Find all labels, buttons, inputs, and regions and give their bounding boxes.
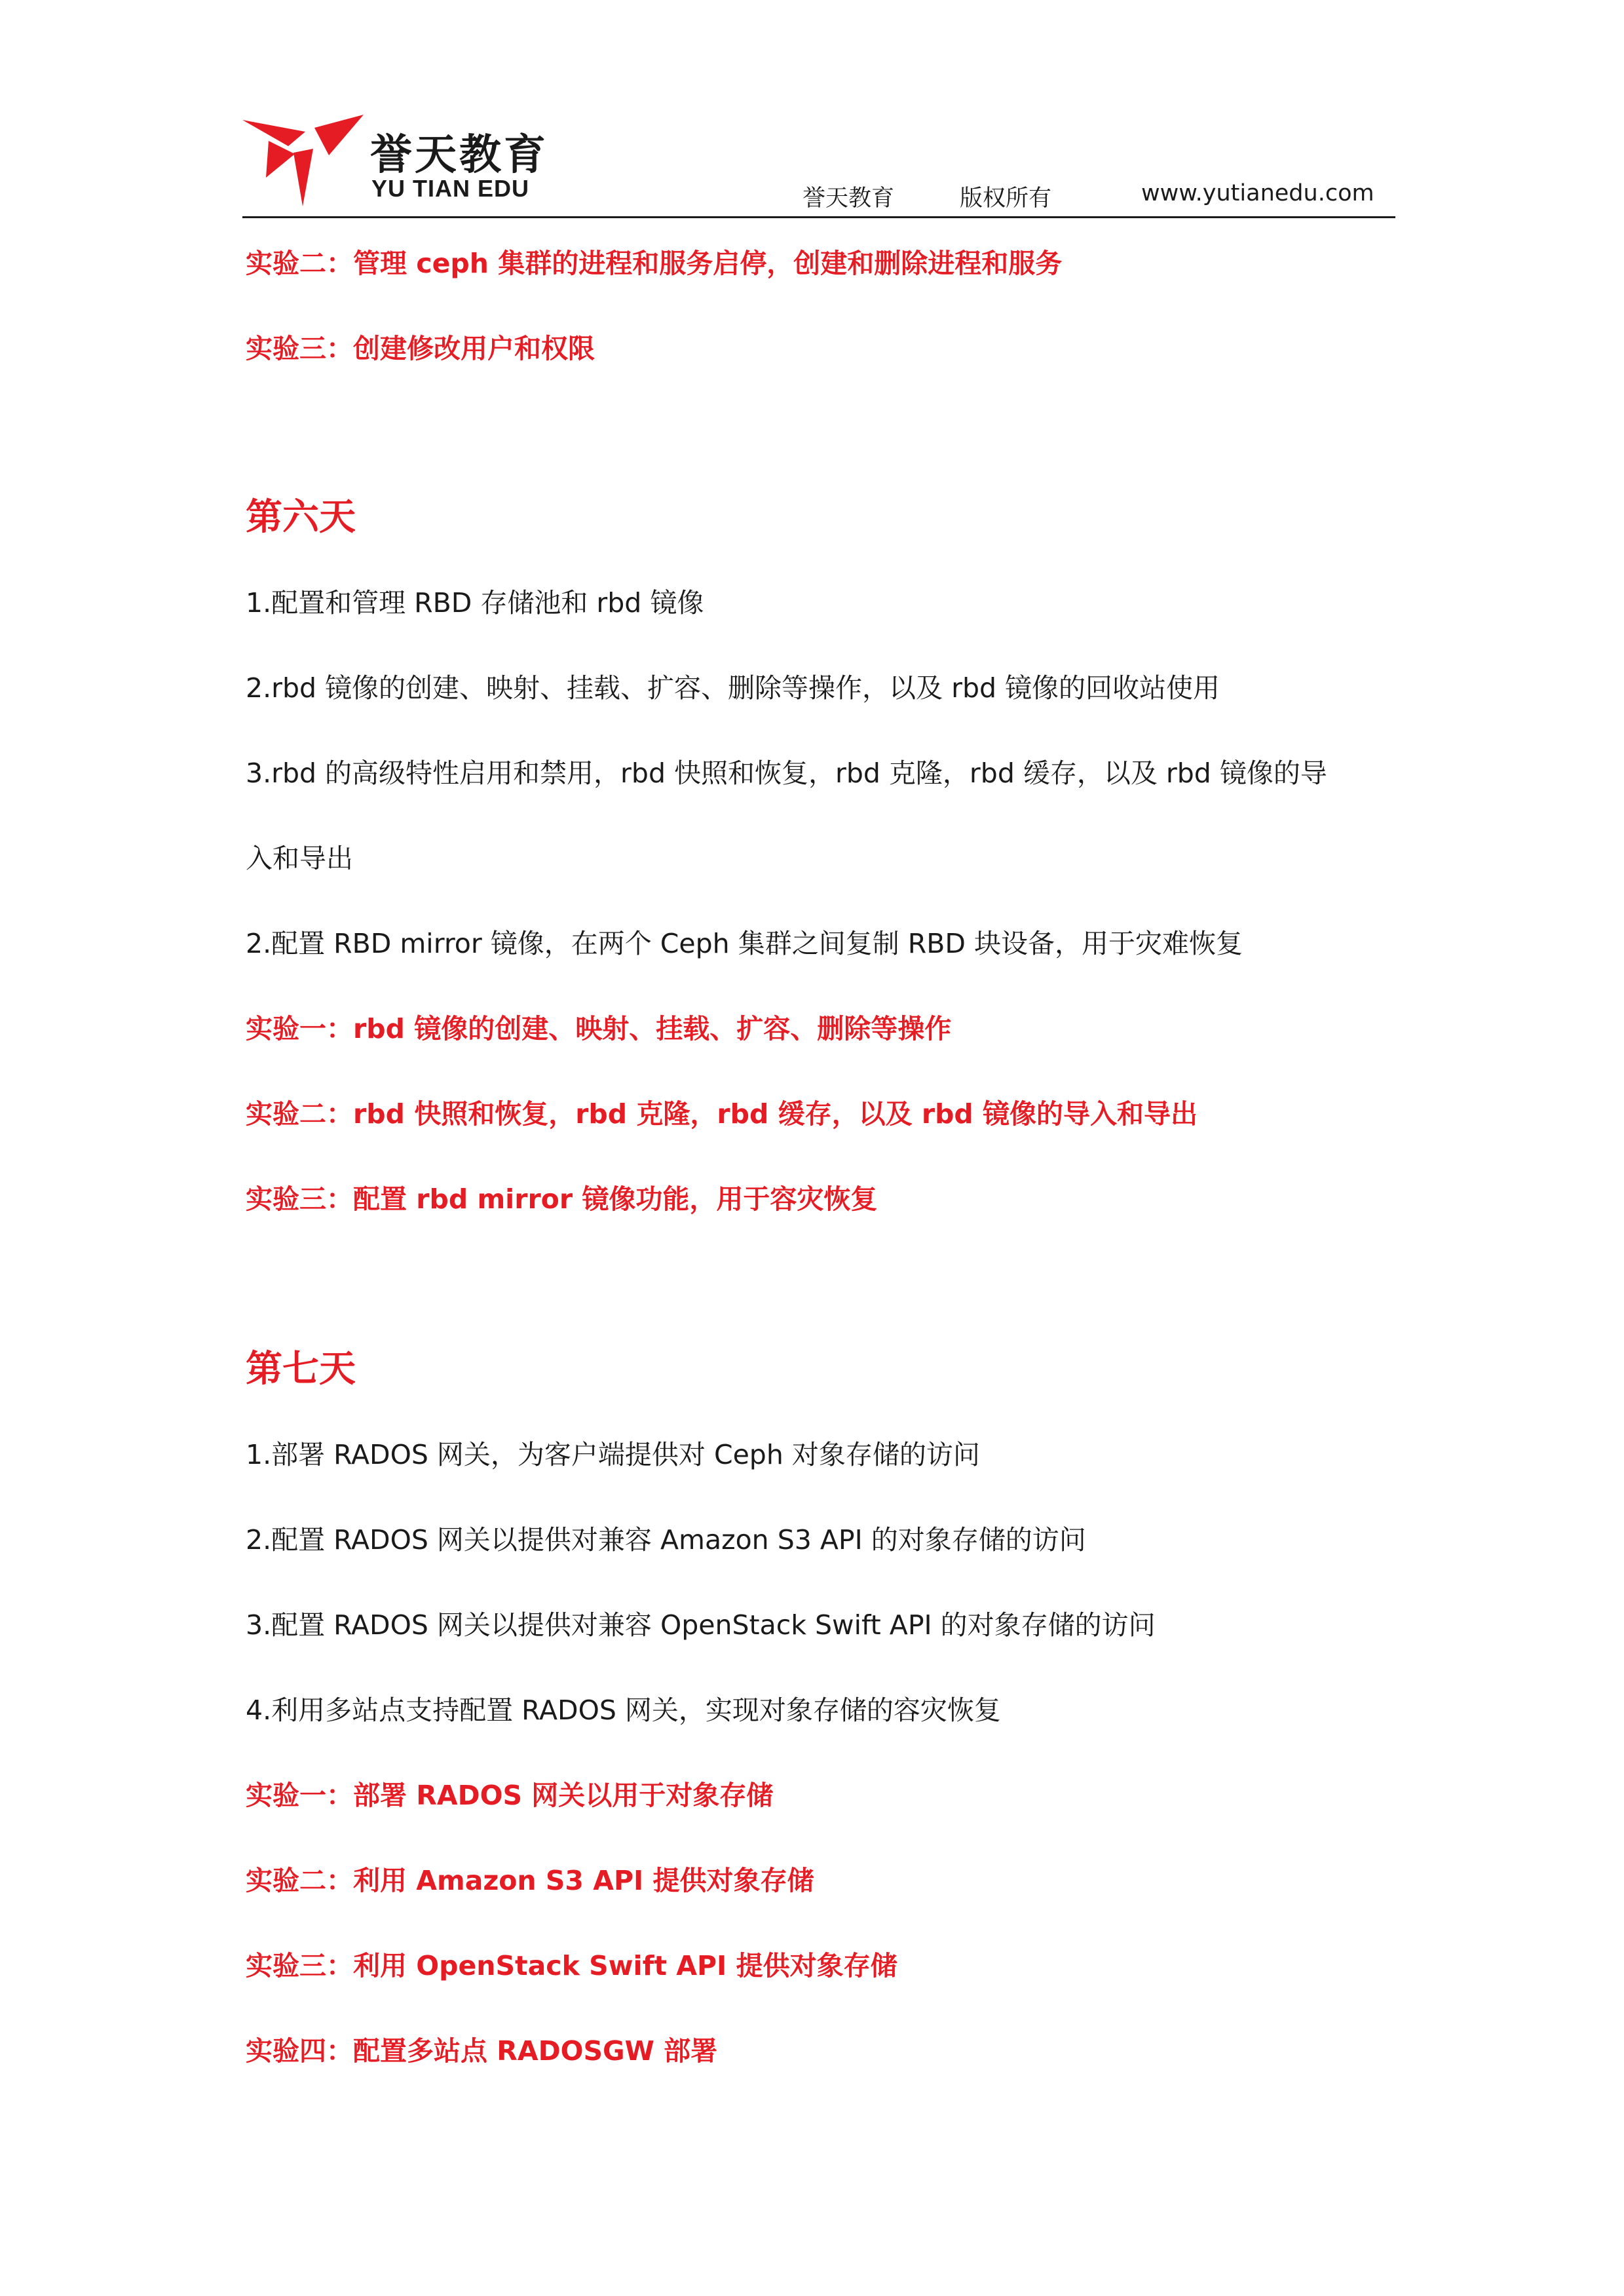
lab-title: 实验四：配置多站点 RADOSGW 部署 bbox=[246, 2035, 718, 2067]
lab-title: 实验一：部署 RADOS 网关以用于对象存储 bbox=[246, 1780, 774, 1811]
lab-title: 实验三：创建修改用户和权限 bbox=[246, 333, 595, 364]
header-company: 誉天教育 bbox=[803, 185, 895, 212]
list-item: 1.配置和管理 RBD 存储池和 rbd 镜像 bbox=[246, 587, 704, 619]
header-rights: 版权所有 bbox=[960, 185, 1052, 212]
list-item: 1.部署 RADOS 网关，为客户端提供对 Ceph 对象存储的访问 bbox=[246, 1439, 980, 1470]
day-heading: 第六天 bbox=[246, 496, 356, 539]
lab-title: 实验二：管理 ceph 集群的进程和服务启停，创建和删除进程和服务 bbox=[246, 248, 1063, 279]
list-item: 入和导出 bbox=[246, 843, 353, 874]
lab-title: 实验二：利用 Amazon S3 API 提供对象存储 bbox=[246, 1865, 814, 1896]
list-item: 3.rbd 的高级特性启用和禁用，rbd 快照和恢复，rbd 克隆，rbd 缓存，以及 rbd 镜像的导 bbox=[246, 757, 1327, 789]
logo-english-name: YU TIAN EDU bbox=[371, 175, 530, 202]
header-divider bbox=[242, 216, 1395, 218]
header-website-link[interactable]: www.yutianedu.com bbox=[1141, 180, 1374, 206]
lab-title: 实验二：rbd 快照和恢复，rbd 克隆，rbd 缓存，以及 rbd 镜像的导入和导出 bbox=[246, 1098, 1198, 1130]
logo-chinese-name: 誉天教育 bbox=[370, 131, 548, 180]
list-item: 2.配置 RBD mirror 镜像，在两个 Ceph 集群之间复制 RBD 块设备，用于灾难恢复 bbox=[246, 928, 1243, 959]
lab-title: 实验一：rbd 镜像的创建、映射、挂载、扩容、删除等操作 bbox=[246, 1013, 952, 1044]
lab-title: 实验三：配置 rbd mirror 镜像功能，用于容灾恢复 bbox=[246, 1183, 878, 1215]
list-item: 2.配置 RADOS 网关以提供对兼容 Amazon S3 API 的对象存储的访问 bbox=[246, 1524, 1086, 1556]
lab-title: 实验三：利用 OpenStack Swift API 提供对象存储 bbox=[246, 1950, 897, 1981]
page-header bbox=[242, 115, 1395, 220]
list-item: 4.利用多站点支持配置 RADOS 网关，实现对象存储的容灾恢复 bbox=[246, 1694, 1001, 1726]
list-item: 3.配置 RADOS 网关以提供对兼容 OpenStack Swift API 的对象存储的访问 bbox=[246, 1609, 1156, 1641]
list-item: 2.rbd 镜像的创建、映射、挂载、扩容、删除等操作，以及 rbd 镜像的回收站使用 bbox=[246, 672, 1220, 704]
yutian-logo-icon bbox=[242, 115, 364, 206]
day-heading: 第七天 bbox=[246, 1348, 356, 1390]
